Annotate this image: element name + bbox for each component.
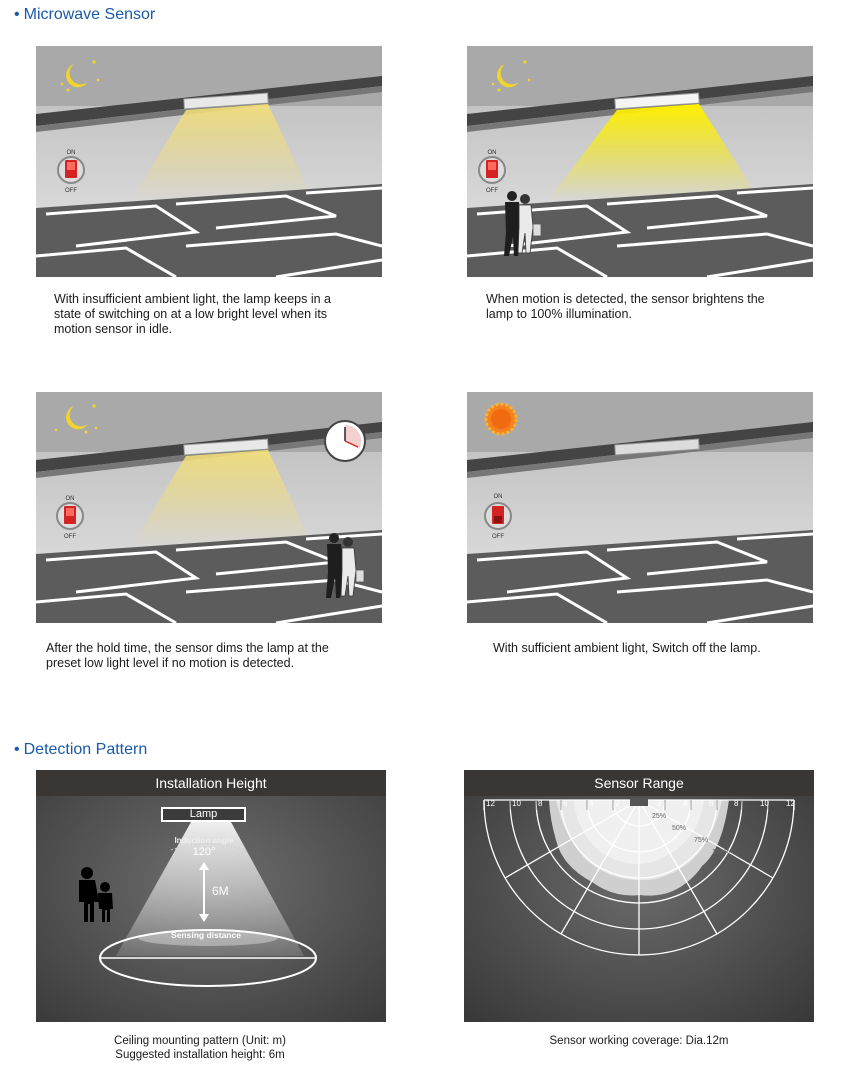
section-heading-microwave: • Microwave Sensor	[14, 6, 156, 23]
scale-label: 4	[683, 799, 688, 808]
scene-panel-daylight	[467, 392, 813, 623]
percent-label: 100%	[712, 849, 730, 856]
scale-label: 8	[734, 799, 739, 808]
switch-on-label: ON	[493, 494, 503, 500]
scale-label: 2	[657, 799, 662, 808]
scene-panel-hold-time	[36, 392, 382, 623]
switch-off-label: OFF	[64, 534, 76, 540]
scene-panel-motion	[467, 46, 813, 277]
switch-off-label: OFF	[486, 188, 498, 194]
installation-height-panel	[36, 770, 386, 1022]
sensor-range-panel	[464, 770, 814, 1022]
caption-line: Ceiling mounting pattern (Unit: m)	[114, 1035, 286, 1047]
scene-caption-daylight	[493, 641, 761, 656]
caption-line: lamp to 100% illumination.	[486, 307, 632, 321]
installation-caption	[36, 1034, 364, 1062]
scale-label: 12	[786, 799, 795, 808]
angle-value: 120°	[192, 846, 216, 858]
section-title: Detection Pattern	[23, 741, 148, 758]
switch-off-label: OFF	[65, 188, 77, 194]
caption-line: preset low light level if no motion is detected.	[46, 656, 295, 670]
caption-line: Suggested installation height: 6m	[115, 1049, 285, 1061]
scale-label: 6	[563, 799, 568, 808]
height-label: 6M	[212, 884, 229, 898]
scale-label: 4	[589, 799, 594, 808]
clock-icon	[325, 421, 365, 461]
caption-line: With sufficient ambient light, Switch off the lamp.	[493, 641, 761, 655]
caption-line: With insufficient ambient light, the lamp keeps in a	[54, 292, 331, 306]
scale-label: 12	[486, 799, 495, 808]
switch-on-label: ON	[487, 150, 497, 156]
scene-panel-idle	[36, 46, 382, 277]
sun-icon	[486, 404, 516, 434]
scale-label: 6	[709, 799, 714, 808]
sensor-range-caption	[464, 1034, 814, 1049]
angle-label: Induction angle	[174, 836, 234, 845]
percent-label: 25%	[652, 813, 667, 820]
caption-line: Sensor working coverage: Dia.12m	[549, 1035, 729, 1047]
section-title: Microwave Sensor	[23, 6, 156, 23]
caption-line: After the hold time, the sensor dims the lamp at the	[46, 641, 329, 655]
panel-title: Sensor Range	[464, 770, 814, 796]
percent-label: 50%	[672, 825, 687, 832]
caption-line: state of switching on at a low bright level when its	[54, 307, 328, 321]
sensor-icon	[630, 798, 648, 806]
percent-label: 75%	[694, 837, 709, 844]
switch-on-label: ON	[65, 496, 75, 502]
switch-on-label: ON	[66, 150, 76, 156]
caption-line: When motion is detected, the sensor brightens the	[486, 292, 765, 306]
scale-label: 2	[615, 799, 620, 808]
panel-title: Installation Height	[36, 770, 386, 796]
scale-label: 10	[760, 799, 769, 808]
sensing-distance-label: Sensing distance	[171, 930, 241, 940]
scale-label: 8	[538, 799, 543, 808]
scene-caption-hold-time	[46, 641, 329, 671]
scene-caption-idle	[54, 292, 331, 337]
scale-label: 10	[512, 799, 521, 808]
switch-off-label: OFF	[492, 534, 504, 540]
caption-line: motion sensor in idle.	[54, 322, 173, 336]
lamp-label: Lamp	[189, 808, 218, 820]
scene-caption-motion	[486, 292, 765, 322]
section-heading-detection: • Detection Pattern	[14, 741, 148, 758]
